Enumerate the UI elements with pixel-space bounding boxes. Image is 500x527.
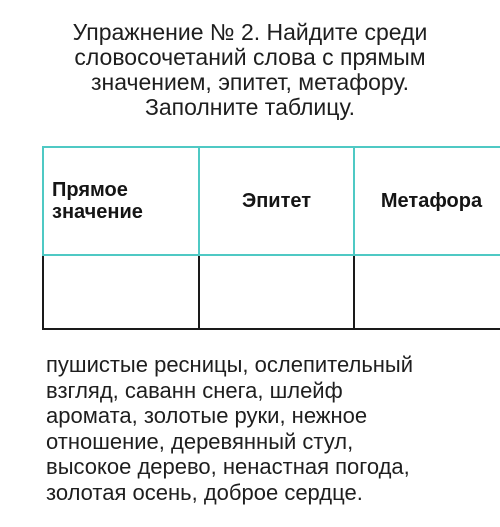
heading-line: значением, эпитет, метафору. — [90, 69, 410, 95]
header-direct-meaning-line1: Прямое — [52, 179, 128, 201]
word-list — [46, 352, 486, 506]
heading-line: Упражнение № 2. Найдите среди — [72, 19, 428, 45]
header-direct-meaning — [43, 147, 199, 255]
cell-direct-meaning — [43, 255, 199, 329]
exercise-heading — [40, 20, 460, 120]
exercise-table — [42, 146, 500, 330]
header-epithet: Эпитет — [199, 147, 354, 255]
table-header-row — [43, 147, 500, 255]
heading-line: словосочетаний слова с прямым — [74, 44, 426, 70]
word-list-line: отношение, деревянный стул, — [46, 428, 354, 454]
word-list-line: взгляд, саванн снега, шлейф — [46, 377, 343, 403]
word-list-line: золотая осень, доброе сердце. — [46, 479, 363, 505]
cell-epithet — [199, 255, 354, 329]
header-metaphor: Метафора — [354, 147, 500, 255]
word-list-line: высокое дерево, ненастная погода, — [46, 454, 410, 480]
header-direct-meaning-line2: значение — [52, 201, 143, 223]
word-list-line: аромата, золотые руки, нежное — [46, 403, 368, 429]
cell-metaphor — [354, 255, 500, 329]
table-row — [43, 255, 500, 329]
word-list-line: пушистые ресницы, ослепительный — [46, 352, 414, 377]
heading-line: Заполните таблицу. — [144, 94, 356, 120]
